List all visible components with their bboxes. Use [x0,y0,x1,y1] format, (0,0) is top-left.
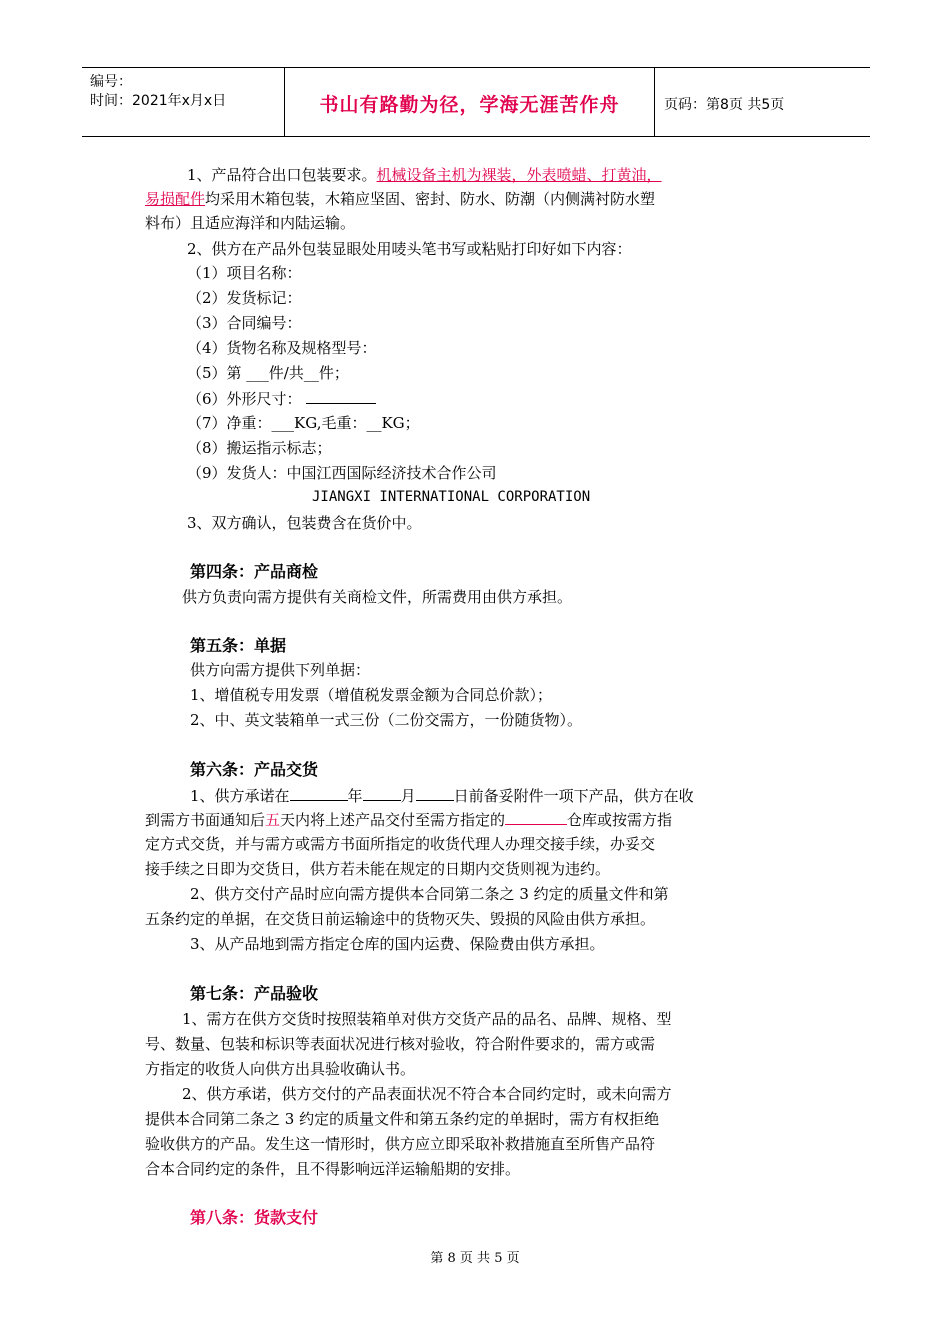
paragraph-line: 供方向需方提供下列单据： [190,661,371,679]
text: 均采用木箱包装，木箱应坚固、密封、防水、防潮（内侧满衬防水塑 [205,190,656,208]
page-header [82,67,870,137]
paragraph-line: 1、增值税专用发票（增值税发票金额为合同总价款）； [190,686,553,704]
paragraph-line: 号、数量、包装和标识等表面状况进行核对验收，符合附件要求的，需方或需 [145,1035,656,1053]
list-item: （2）发货标记： [187,289,302,307]
list-item: （3）合同编号： [187,314,302,332]
paragraph-line: 2、供方交付产品时应向需方提供本合同第二条之 3 约定的质量文件和第 [190,885,669,903]
list-item: （8）搬运指示标志； [187,439,332,457]
list-item: （4）货物名称及规格型号： [187,339,377,357]
section-title: 第八条：货款支付 [190,1208,319,1227]
company-english: JIANGXI INTERNATIONAL CORPORATION [312,489,591,505]
section-title: 第五条：单据 [190,636,287,655]
header-time: 时间：2021年x月x日 [90,93,227,109]
text: 到需方书面通知后 [145,811,266,829]
paragraph-line: 2、供方在产品外包装显眼处用唛头笔书写或粘贴打印好如下内容： [187,240,632,258]
paragraph-line: 验收供方的产品。发生这一情形时，供方应立即采取补救措施直至所售产品符 [145,1135,656,1153]
text: 月 [400,787,416,805]
paragraph-line [145,809,672,830]
header-motto: 书山有路勤为径，学海无涯苦作舟 [319,94,620,116]
paragraph-line: 五条约定的单据，在交货日前运输途中的货物灭失、毁损的风险由供方承担。 [145,910,656,928]
text: 1、产品符合出口包装要求。 [187,166,377,184]
highlighted-text: 易损配件 [145,190,206,208]
list-item: （7）净重：___KG,毛重：__KG； [187,414,420,432]
text: 天内将上述产品交付至需方指定的 [280,811,506,829]
list-item: （9）发货人：中国江西国际经济技术合作公司 [187,464,497,482]
header-page-info: 页码：第8页 共5页 [664,97,785,113]
page-footer: 第 8 页 共 5 页 [430,1251,520,1266]
paragraph-line [145,189,655,209]
section-title: 第四条：产品商检 [190,562,319,581]
blank-line [505,809,567,825]
section-title: 第七条：产品验收 [190,984,319,1003]
text: 1、供方承诺在 [190,787,290,805]
list-item: （5）第 ___件/共__件； [187,364,349,382]
paragraph-line: 3、从产品地到需方指定仓库的国内运费、保险费由供方承担。 [190,935,605,953]
header-number: 编号： [90,74,132,90]
text: （6）外形尺寸： [187,390,307,408]
list-item [187,388,376,409]
header-meta [90,73,226,111]
paragraph-line: 2、中、英文装箱单一式三份（二份交需方，一份随货物）。 [190,711,583,729]
paragraph-line: 供方负责向需方提供有关商检文件，所需费用由供方承担。 [182,588,573,606]
paragraph-line: 接手续之日即为交货日，供方若未能在规定的日期内交货则视为违约。 [145,860,611,878]
paragraph-line: 料布）且适应海洋和内陆运输。 [145,214,356,232]
paragraph-line: 2、供方承诺，供方交付的产品表面状况不符合本合同约定时，或未向需方 [182,1085,672,1103]
paragraph-line: 提供本合同第二条之 3 约定的质量文件和第五条约定的单据时，需方有权拒绝 [145,1110,660,1128]
paragraph-line [187,165,662,185]
blank-line [290,785,348,801]
blank-line [416,785,454,801]
paragraph-line: 1、需方在供方交货时按照装箱单对供方交货产品的品名、品牌、规格、型 [182,1010,672,1028]
paragraph-line [190,785,694,806]
paragraph-line: 定方式交货，并与需方或需方书面所指定的收货代理人办理交接手续，办妥交 [145,835,656,853]
paragraph-line: 方指定的收货人向供方出具验收确认书。 [145,1060,416,1078]
paragraph-line: 合本合同约定的条件，且不得影响远洋运输船期的安排。 [145,1160,521,1178]
blank-line [306,388,376,404]
text: 年 [347,787,363,805]
paragraph-line: 3、双方确认，包装费含在货价中。 [187,514,422,532]
blank-line [363,785,401,801]
text: 仓库或按需方指 [567,811,673,829]
text: 日前备妥附件一项下产品，供方在收 [453,787,694,805]
highlighted-text: 机械设备主机为裸装，外表喷蜡、打黄油， [376,166,662,184]
header-divider [654,68,655,136]
section-title: 第六条：产品交货 [190,760,319,779]
highlighted-text: 五 [265,811,281,829]
list-item: （1）项目名称： [187,264,302,282]
